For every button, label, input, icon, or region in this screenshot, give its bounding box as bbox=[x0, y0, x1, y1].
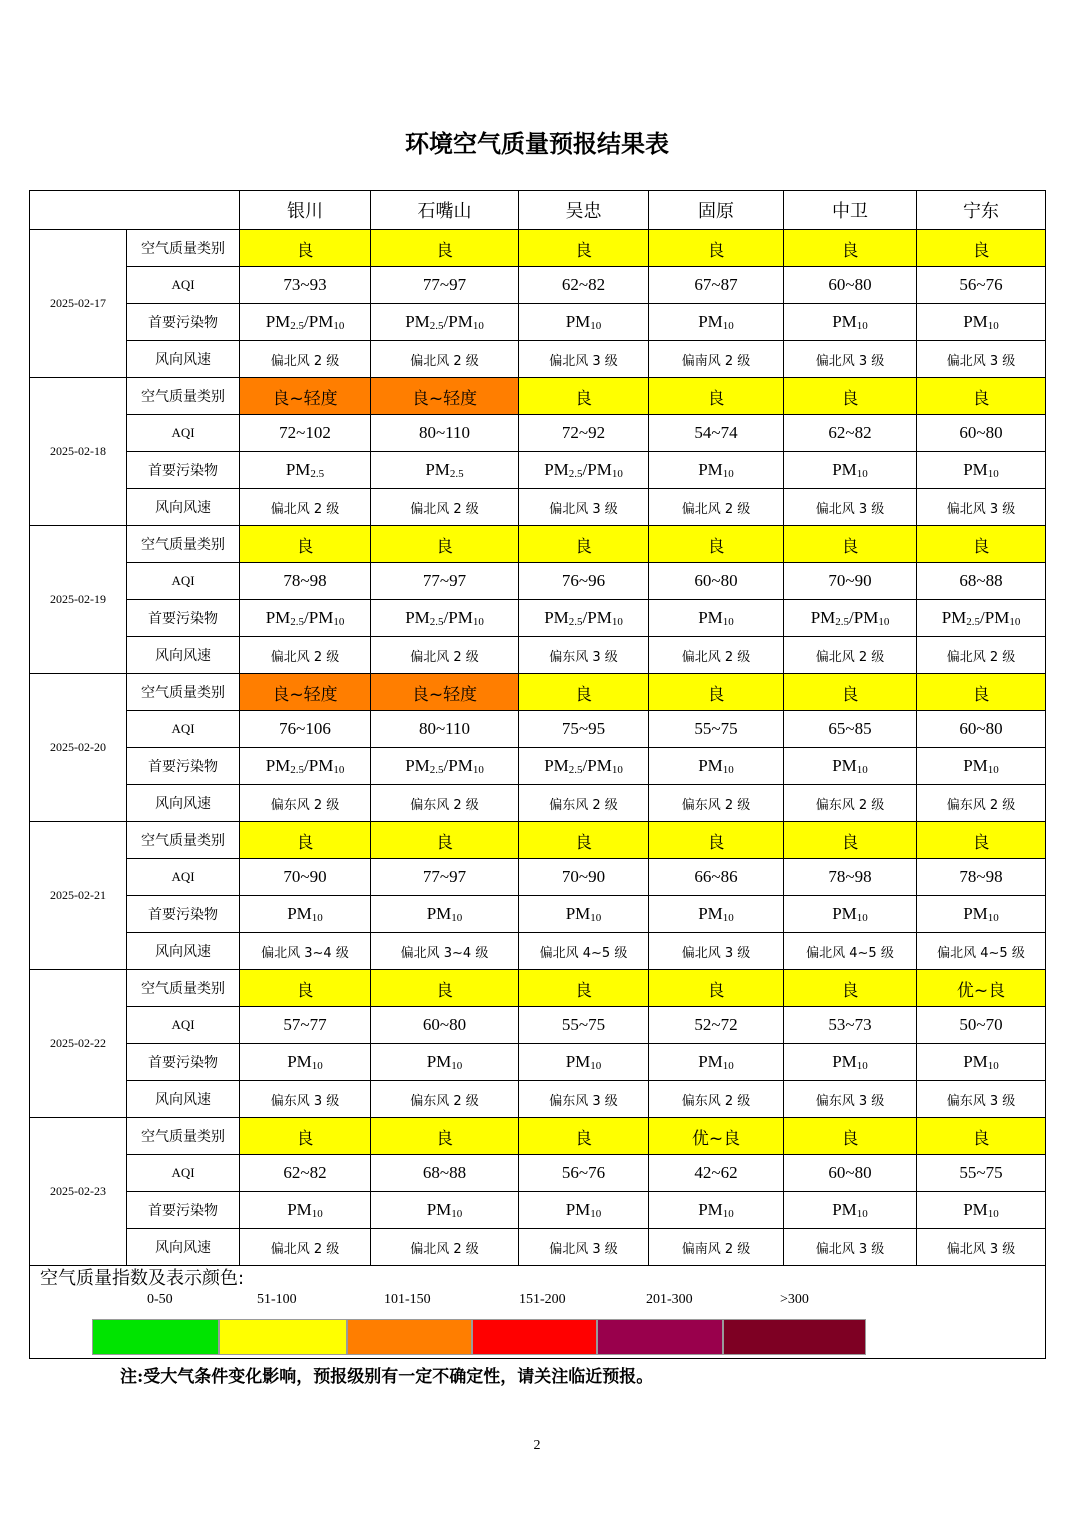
aqi-value-cell: 80~110 bbox=[371, 711, 519, 748]
primary-pollutant-cell: $PM_{10}$ bbox=[784, 304, 917, 341]
aqi-value-cell: 66~86 bbox=[649, 859, 784, 896]
legend-color-swatch bbox=[347, 1319, 472, 1355]
wind-cell: 偏北风 3 级 bbox=[917, 1229, 1046, 1266]
legend-range-label: 51-100 bbox=[257, 1292, 297, 1307]
primary-pollutant-cell: $PM_{10}$ bbox=[917, 1044, 1046, 1081]
table-row bbox=[30, 304, 1046, 341]
header-row bbox=[30, 191, 1046, 230]
table-row bbox=[30, 230, 1046, 267]
table-row bbox=[30, 415, 1046, 452]
aqi-category-cell: 良 bbox=[649, 526, 784, 563]
page-title: 环境空气质量预报结果表 bbox=[405, 129, 669, 158]
aqi-category-cell: 良 bbox=[784, 674, 917, 711]
table-row bbox=[30, 674, 1046, 711]
forecast-date: 2025-02-17 bbox=[30, 230, 127, 378]
aqi-category-cell: 良 bbox=[240, 1118, 371, 1155]
row-label-pollutant: 首要污染物 bbox=[127, 748, 240, 785]
primary-pollutant-cell: $PM_{10}$ bbox=[240, 1044, 371, 1081]
wind-cell: 偏北风 2 级 bbox=[240, 1229, 371, 1266]
row-label-aqi: AQI bbox=[127, 563, 240, 600]
row-label-pollutant: 首要污染物 bbox=[127, 304, 240, 341]
wind-cell: 偏北风 2 级 bbox=[371, 1229, 519, 1266]
primary-pollutant-cell: $PM_{10}$ bbox=[240, 1192, 371, 1229]
legend-title: 空气质量指数及表示颜色: bbox=[40, 1268, 245, 1289]
wind-cell: 偏东风 3 级 bbox=[519, 1081, 649, 1118]
aqi-category-cell: 良 bbox=[649, 230, 784, 267]
table-row bbox=[30, 489, 1046, 526]
row-label-pollutant: 首要污染物 bbox=[127, 452, 240, 489]
wind-cell: 偏北风 3 级 bbox=[519, 1229, 649, 1266]
aqi-category-cell: 良 bbox=[519, 1118, 649, 1155]
primary-pollutant-cell: $PM_{10}$ bbox=[649, 748, 784, 785]
city-header: 吴忠 bbox=[519, 191, 649, 230]
wind-cell: 偏东风 2 级 bbox=[917, 785, 1046, 822]
wind-cell: 偏东风 3 级 bbox=[519, 637, 649, 674]
wind-cell: 偏北风 3 级 bbox=[649, 933, 784, 970]
table-row bbox=[30, 452, 1046, 489]
aqi-value-cell: 60~80 bbox=[917, 711, 1046, 748]
aqi-category-cell: 良 bbox=[240, 822, 371, 859]
legend-range-label: 101-150 bbox=[384, 1292, 431, 1307]
wind-cell: 偏南风 2 级 bbox=[649, 1229, 784, 1266]
primary-pollutant-cell: $PM_{10}$ bbox=[649, 1192, 784, 1229]
legend-range-label: 0-50 bbox=[147, 1292, 173, 1307]
wind-cell: 偏东风 2 级 bbox=[371, 785, 519, 822]
aqi-value-cell: 54~74 bbox=[649, 415, 784, 452]
forecast-date: 2025-02-20 bbox=[30, 674, 127, 822]
wind-cell: 偏北风 2 级 bbox=[371, 637, 519, 674]
aqi-category-cell: 良 bbox=[784, 230, 917, 267]
city-header: 石嘴山 bbox=[371, 191, 519, 230]
primary-pollutant-cell: $PM_{10}$ bbox=[917, 748, 1046, 785]
table-row bbox=[30, 822, 1046, 859]
aqi-value-cell: 73~93 bbox=[240, 267, 371, 304]
aqi-category-cell: 良 bbox=[371, 230, 519, 267]
table-row bbox=[30, 859, 1046, 896]
row-label-category: 空气质量类别 bbox=[127, 674, 240, 711]
primary-pollutant-cell: $PM_{10}$ bbox=[519, 896, 649, 933]
primary-pollutant-cell: $PM_{2.5}/PM_{10}$ bbox=[519, 600, 649, 637]
aqi-value-cell: 55~75 bbox=[649, 711, 784, 748]
wind-cell: 偏东风 2 级 bbox=[649, 1081, 784, 1118]
aqi-category-cell: 良 bbox=[917, 378, 1046, 415]
primary-pollutant-cell: $PM_{2.5}/PM_{10}$ bbox=[240, 600, 371, 637]
aqi-value-cell: 60~80 bbox=[371, 1007, 519, 1044]
aqi-category-cell: 良 bbox=[784, 526, 917, 563]
row-label-category: 空气质量类别 bbox=[127, 1118, 240, 1155]
aqi-category-cell: 良 bbox=[519, 970, 649, 1007]
legend-color-swatch bbox=[723, 1319, 866, 1355]
row-label-aqi: AQI bbox=[127, 267, 240, 304]
legend-range-label: 201-300 bbox=[646, 1292, 693, 1307]
table-row bbox=[30, 341, 1046, 378]
primary-pollutant-cell: $PM_{10}$ bbox=[784, 1192, 917, 1229]
primary-pollutant-cell: $PM_{10}$ bbox=[784, 452, 917, 489]
aqi-value-cell: 70~90 bbox=[240, 859, 371, 896]
aqi-category-cell: 良 bbox=[240, 230, 371, 267]
wind-cell: 偏北风 2 级 bbox=[784, 637, 917, 674]
city-header: 宁东 bbox=[917, 191, 1046, 230]
table-row bbox=[30, 711, 1046, 748]
aqi-category-cell: 良 bbox=[784, 1118, 917, 1155]
row-label-wind: 风向风速 bbox=[127, 489, 240, 526]
aqi-value-cell: 62~82 bbox=[240, 1155, 371, 1192]
forecast-date: 2025-02-21 bbox=[30, 822, 127, 970]
wind-cell: 偏北风 2 级 bbox=[371, 489, 519, 526]
table-row bbox=[30, 637, 1046, 674]
aqi-value-cell: 42~62 bbox=[649, 1155, 784, 1192]
aqi-value-cell: 60~80 bbox=[784, 267, 917, 304]
primary-pollutant-cell: $PM_{10}$ bbox=[917, 304, 1046, 341]
aqi-value-cell: 60~80 bbox=[649, 563, 784, 600]
aqi-value-cell: 53~73 bbox=[784, 1007, 917, 1044]
aqi-value-cell: 78~98 bbox=[240, 563, 371, 600]
wind-cell: 偏北风 2 级 bbox=[240, 637, 371, 674]
table-row bbox=[30, 933, 1046, 970]
wind-cell: 偏北风 2 级 bbox=[240, 341, 371, 378]
aqi-category-cell: 良 bbox=[649, 970, 784, 1007]
aqi-category-cell: 良 bbox=[240, 970, 371, 1007]
primary-pollutant-cell: $PM_{10}$ bbox=[917, 452, 1046, 489]
primary-pollutant-cell: $PM_{10}$ bbox=[784, 1044, 917, 1081]
aqi-value-cell: 55~75 bbox=[917, 1155, 1046, 1192]
aqi-value-cell: 68~88 bbox=[371, 1155, 519, 1192]
primary-pollutant-cell: $PM_{10}$ bbox=[784, 748, 917, 785]
table-row bbox=[30, 970, 1046, 1007]
primary-pollutant-cell: $PM_{10}$ bbox=[649, 1044, 784, 1081]
aqi-category-cell: 良 bbox=[371, 970, 519, 1007]
primary-pollutant-cell: $PM_{2.5}/PM_{10}$ bbox=[240, 748, 371, 785]
wind-cell: 偏北风 2 级 bbox=[371, 341, 519, 378]
primary-pollutant-cell: $PM_{2.5}/PM_{10}$ bbox=[371, 304, 519, 341]
aqi-value-cell: 62~82 bbox=[784, 415, 917, 452]
wind-cell: 偏北风 2 级 bbox=[649, 489, 784, 526]
table-row bbox=[30, 896, 1046, 933]
table-row bbox=[30, 1007, 1046, 1044]
forecast-table bbox=[29, 190, 1046, 1266]
wind-cell: 偏北风 3 级 bbox=[784, 341, 917, 378]
aqi-value-cell: 72~102 bbox=[240, 415, 371, 452]
aqi-value-cell: 68~88 bbox=[917, 563, 1046, 600]
wind-cell: 偏北风 3 级 bbox=[917, 489, 1046, 526]
aqi-value-cell: 56~76 bbox=[519, 1155, 649, 1192]
row-label-wind: 风向风速 bbox=[127, 785, 240, 822]
primary-pollutant-cell: $PM_{2.5}/PM_{10}$ bbox=[917, 600, 1046, 637]
wind-cell: 偏北风 4~5 级 bbox=[784, 933, 917, 970]
city-header: 中卫 bbox=[784, 191, 917, 230]
primary-pollutant-cell: $PM_{10}$ bbox=[784, 896, 917, 933]
aqi-value-cell: 78~98 bbox=[917, 859, 1046, 896]
row-label-wind: 风向风速 bbox=[127, 933, 240, 970]
aqi-value-cell: 60~80 bbox=[917, 415, 1046, 452]
aqi-category-cell: 良 bbox=[519, 230, 649, 267]
forecast-date: 2025-02-19 bbox=[30, 526, 127, 674]
aqi-category-cell: 良 bbox=[649, 378, 784, 415]
primary-pollutant-cell: $PM_{10}$ bbox=[371, 1044, 519, 1081]
primary-pollutant-cell: $PM_{2.5}/PM_{10}$ bbox=[371, 748, 519, 785]
aqi-value-cell: 78~98 bbox=[784, 859, 917, 896]
table-row bbox=[30, 378, 1046, 415]
wind-cell: 偏南风 2 级 bbox=[649, 341, 784, 378]
row-label-aqi: AQI bbox=[127, 1007, 240, 1044]
primary-pollutant-cell: $PM_{10}$ bbox=[917, 896, 1046, 933]
aqi-legend bbox=[29, 1258, 1046, 1359]
aqi-value-cell: 67~87 bbox=[649, 267, 784, 304]
aqi-value-cell: 62~82 bbox=[519, 267, 649, 304]
row-label-wind: 风向风速 bbox=[127, 1229, 240, 1266]
wind-cell: 偏东风 2 级 bbox=[240, 785, 371, 822]
row-label-wind: 风向风速 bbox=[127, 341, 240, 378]
aqi-category-cell: 良 bbox=[519, 674, 649, 711]
table-row bbox=[30, 1155, 1046, 1192]
table-row bbox=[30, 1081, 1046, 1118]
row-label-aqi: AQI bbox=[127, 1155, 240, 1192]
wind-cell: 偏北风 4~5 级 bbox=[917, 933, 1046, 970]
aqi-value-cell: 77~97 bbox=[371, 267, 519, 304]
primary-pollutant-cell: $PM_{10}$ bbox=[519, 304, 649, 341]
aqi-value-cell: 77~97 bbox=[371, 859, 519, 896]
aqi-category-cell: 良 bbox=[917, 822, 1046, 859]
wind-cell: 偏北风 3 级 bbox=[784, 1229, 917, 1266]
table-row bbox=[30, 785, 1046, 822]
city-header: 固原 bbox=[649, 191, 784, 230]
primary-pollutant-cell: $PM_{2.5}/PM_{10}$ bbox=[784, 600, 917, 637]
primary-pollutant-cell: $PM_{10}$ bbox=[519, 1192, 649, 1229]
aqi-category-cell: 良 bbox=[784, 970, 917, 1007]
legend-color-swatch bbox=[92, 1319, 219, 1355]
aqi-value-cell: 56~76 bbox=[917, 267, 1046, 304]
aqi-value-cell: 72~92 bbox=[519, 415, 649, 452]
aqi-value-cell: 52~72 bbox=[649, 1007, 784, 1044]
table-row bbox=[30, 1118, 1046, 1155]
table-row bbox=[30, 748, 1046, 785]
row-label-aqi: AQI bbox=[127, 711, 240, 748]
legend-color-swatch bbox=[219, 1319, 347, 1355]
primary-pollutant-cell: $PM_{10}$ bbox=[649, 600, 784, 637]
legend-color-swatch bbox=[597, 1319, 723, 1355]
table-row bbox=[30, 267, 1046, 304]
primary-pollutant-cell: $PM_{10}$ bbox=[649, 304, 784, 341]
wind-cell: 偏东风 3 级 bbox=[917, 1081, 1046, 1118]
row-label-pollutant: 首要污染物 bbox=[127, 1192, 240, 1229]
wind-cell: 偏北风 4~5 级 bbox=[519, 933, 649, 970]
legend-range-label: >300 bbox=[780, 1292, 809, 1307]
city-header: 银川 bbox=[240, 191, 371, 230]
wind-cell: 偏东风 2 级 bbox=[649, 785, 784, 822]
row-label-wind: 风向风速 bbox=[127, 1081, 240, 1118]
aqi-category-cell: 良 bbox=[371, 526, 519, 563]
aqi-category-cell: 良~轻度 bbox=[371, 674, 519, 711]
wind-cell: 偏北风 3 级 bbox=[784, 489, 917, 526]
aqi-category-cell: 良 bbox=[519, 526, 649, 563]
aqi-value-cell: 76~96 bbox=[519, 563, 649, 600]
aqi-category-cell: 良 bbox=[917, 674, 1046, 711]
aqi-category-cell: 良 bbox=[240, 526, 371, 563]
aqi-value-cell: 60~80 bbox=[784, 1155, 917, 1192]
aqi-category-cell: 优~良 bbox=[649, 1118, 784, 1155]
aqi-value-cell: 70~90 bbox=[519, 859, 649, 896]
row-label-pollutant: 首要污染物 bbox=[127, 600, 240, 637]
wind-cell: 偏北风 2 级 bbox=[240, 489, 371, 526]
wind-cell: 偏北风 3 级 bbox=[917, 341, 1046, 378]
forecast-date: 2025-02-23 bbox=[30, 1118, 127, 1266]
row-label-pollutant: 首要污染物 bbox=[127, 896, 240, 933]
wind-cell: 偏北风 3~4 级 bbox=[371, 933, 519, 970]
aqi-category-cell: 良~轻度 bbox=[240, 674, 371, 711]
forecast-date: 2025-02-18 bbox=[30, 378, 127, 526]
aqi-category-cell: 良 bbox=[371, 1118, 519, 1155]
primary-pollutant-cell: $PM_{2.5}/PM_{10}$ bbox=[371, 600, 519, 637]
forecast-date: 2025-02-22 bbox=[30, 970, 127, 1118]
primary-pollutant-cell: $PM_{2.5}/PM_{10}$ bbox=[519, 748, 649, 785]
table-row bbox=[30, 526, 1046, 563]
aqi-category-cell: 良 bbox=[519, 378, 649, 415]
aqi-value-cell: 77~97 bbox=[371, 563, 519, 600]
legend-range-label: 151-200 bbox=[519, 1292, 566, 1307]
wind-cell: 偏北风 2 级 bbox=[649, 637, 784, 674]
aqi-category-cell: 良~轻度 bbox=[240, 378, 371, 415]
aqi-category-cell: 优~良 bbox=[917, 970, 1046, 1007]
primary-pollutant-cell: $PM_{10}$ bbox=[649, 452, 784, 489]
aqi-category-cell: 良 bbox=[917, 526, 1046, 563]
primary-pollutant-cell: $PM_{10}$ bbox=[649, 896, 784, 933]
aqi-category-cell: 良 bbox=[371, 822, 519, 859]
primary-pollutant-cell: $PM_{10}$ bbox=[240, 896, 371, 933]
wind-cell: 偏东风 2 级 bbox=[371, 1081, 519, 1118]
wind-cell: 偏北风 3 级 bbox=[519, 341, 649, 378]
page-number: 2 bbox=[533, 1438, 541, 1453]
aqi-value-cell: 75~95 bbox=[519, 711, 649, 748]
aqi-value-cell: 80~110 bbox=[371, 415, 519, 452]
aqi-category-cell: 良 bbox=[649, 674, 784, 711]
aqi-value-cell: 70~90 bbox=[784, 563, 917, 600]
wind-cell: 偏东风 2 级 bbox=[784, 785, 917, 822]
row-label-category: 空气质量类别 bbox=[127, 822, 240, 859]
aqi-value-cell: 57~77 bbox=[240, 1007, 371, 1044]
aqi-value-cell: 65~85 bbox=[784, 711, 917, 748]
wind-cell: 偏东风 3 级 bbox=[784, 1081, 917, 1118]
row-label-wind: 风向风速 bbox=[127, 637, 240, 674]
row-label-pollutant: 首要污染物 bbox=[127, 1044, 240, 1081]
aqi-value-cell: 50~70 bbox=[917, 1007, 1046, 1044]
legend-color-swatch bbox=[472, 1319, 597, 1355]
primary-pollutant-cell: $PM_{10}$ bbox=[371, 1192, 519, 1229]
table-row bbox=[30, 1044, 1046, 1081]
row-label-category: 空气质量类别 bbox=[127, 378, 240, 415]
row-label-category: 空气质量类别 bbox=[127, 970, 240, 1007]
row-label-aqi: AQI bbox=[127, 859, 240, 896]
aqi-category-cell: 良~轻度 bbox=[371, 378, 519, 415]
table-row bbox=[30, 1192, 1046, 1229]
row-label-category: 空气质量类别 bbox=[127, 230, 240, 267]
primary-pollutant-cell: $PM_{2.5}$ bbox=[240, 452, 371, 489]
aqi-category-cell: 良 bbox=[917, 1118, 1046, 1155]
header-corner bbox=[30, 191, 240, 230]
forecast-note: 注:受大气条件变化影响，预报级别有一定不确定性，请关注临近预报。 bbox=[120, 1367, 654, 1387]
aqi-category-cell: 良 bbox=[917, 230, 1046, 267]
aqi-category-cell: 良 bbox=[784, 378, 917, 415]
wind-cell: 偏北风 3 级 bbox=[519, 489, 649, 526]
primary-pollutant-cell: $PM_{10}$ bbox=[519, 1044, 649, 1081]
primary-pollutant-cell: $PM_{10}$ bbox=[371, 896, 519, 933]
aqi-category-cell: 良 bbox=[519, 822, 649, 859]
row-label-category: 空气质量类别 bbox=[127, 526, 240, 563]
primary-pollutant-cell: $PM_{2.5}$ bbox=[371, 452, 519, 489]
primary-pollutant-cell: $PM_{2.5}/PM_{10}$ bbox=[519, 452, 649, 489]
aqi-value-cell: 55~75 bbox=[519, 1007, 649, 1044]
aqi-category-cell: 良 bbox=[784, 822, 917, 859]
primary-pollutant-cell: $PM_{10}$ bbox=[917, 1192, 1046, 1229]
table-row bbox=[30, 563, 1046, 600]
row-label-aqi: AQI bbox=[127, 415, 240, 452]
aqi-category-cell: 良 bbox=[649, 822, 784, 859]
wind-cell: 偏东风 3 级 bbox=[240, 1081, 371, 1118]
aqi-value-cell: 76~106 bbox=[240, 711, 371, 748]
wind-cell: 偏东风 2 级 bbox=[519, 785, 649, 822]
table-row bbox=[30, 600, 1046, 637]
wind-cell: 偏北风 3~4 级 bbox=[240, 933, 371, 970]
wind-cell: 偏北风 2 级 bbox=[917, 637, 1046, 674]
primary-pollutant-cell: $PM_{2.5}/PM_{10}$ bbox=[240, 304, 371, 341]
